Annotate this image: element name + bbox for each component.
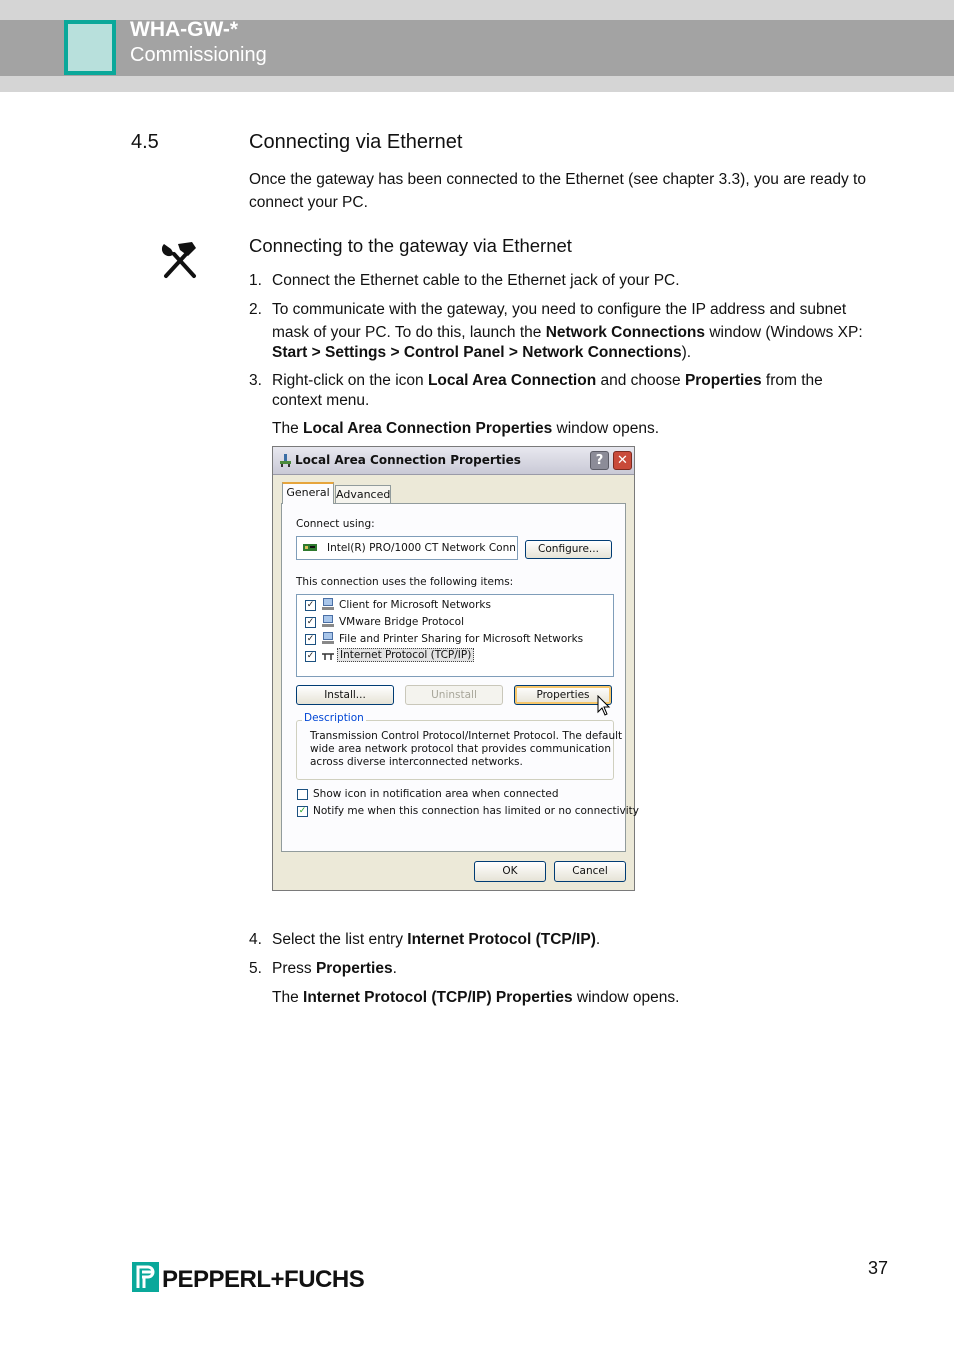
page-number: 37 — [868, 1258, 889, 1278]
step-text: mask of your PC. To do this, launch the — [272, 324, 546, 341]
notify-checkbox[interactable]: ✓ — [298, 806, 307, 816]
ok-button[interactable]: OK — [474, 861, 546, 882]
description-line-1: Transmission Control Protocol/Internet Protocol. The default — [310, 730, 623, 742]
computer-icon — [321, 615, 335, 628]
description-title: Description — [304, 712, 364, 724]
section-title: Connecting via Ethernet — [249, 131, 463, 153]
header-title: WHA-GW-* — [130, 18, 239, 41]
items-label: This connection uses the following items: — [296, 576, 514, 588]
general-tab-panel — [281, 503, 639, 852]
intro-line-1: Once the gateway has been connected to the Ethernet (see chapter 3.3), you are ready to — [249, 171, 866, 188]
adapter-name: Intel(R) PRO/1000 CT Network Conn — [327, 542, 516, 554]
step-bold: Properties — [315, 960, 393, 977]
list-item — [249, 271, 889, 291]
list-item — [249, 959, 889, 1009]
item-client[interactable]: Client for Microsoft Networks — [339, 599, 491, 611]
list-item — [249, 930, 889, 950]
section-number: 4.5 — [131, 131, 159, 153]
step-bold: > — [504, 344, 523, 361]
checkbox-file-sharing[interactable]: ✓ — [306, 634, 315, 644]
step-text: The — [272, 420, 304, 437]
pepperl-fuchs-logo — [132, 1262, 365, 1296]
description-line-2: wide area network protocol that provides communication — [310, 743, 611, 755]
step-bold: > — [307, 344, 325, 361]
step-bold: > — [386, 344, 404, 361]
header-logo-inner — [68, 24, 112, 71]
list-item — [249, 371, 889, 441]
install-button[interactable]: Install... — [296, 685, 394, 705]
step-bold: Internet Protocol (TCP/IP) Properties — [303, 989, 573, 1006]
step-number: 5. — [249, 960, 262, 977]
step-text: . — [595, 931, 601, 948]
step-number: 2. — [249, 301, 262, 318]
step-text: from the — [761, 372, 823, 389]
list-item — [249, 300, 889, 362]
header-subtitle: Commissioning — [130, 44, 267, 66]
step-number: 1. — [249, 272, 262, 289]
step-bold: Local Area Connection Properties — [303, 420, 553, 437]
tools-icon — [158, 238, 202, 282]
tab-general[interactable]: General — [282, 482, 334, 504]
properties-button[interactable]: Properties — [514, 685, 612, 705]
cancel-button[interactable]: Cancel — [554, 861, 626, 882]
step-text: window (Windows XP: — [705, 324, 863, 341]
step-text: window opens. — [552, 420, 660, 437]
mouse-cursor-icon — [597, 695, 611, 717]
step-text: context menu. — [272, 392, 370, 409]
connect-using-label: Connect using: — [296, 518, 375, 530]
close-button[interactable]: ✕ — [613, 451, 632, 470]
step-number: 4. — [249, 931, 262, 948]
brand-name: PEPPERL+FUCHS — [162, 1266, 365, 1293]
computer-icon — [321, 632, 335, 645]
step-text: To communicate with the gateway, you need to configure the IP address and subnet — [272, 301, 847, 318]
step-text: The — [272, 989, 304, 1006]
configure-button[interactable]: Configure... — [525, 540, 612, 559]
step-bold: Properties — [684, 372, 762, 389]
network-adapter-icon — [303, 541, 317, 554]
step-bold: Network Connections — [522, 344, 682, 361]
step-bold: Local Area Connection — [427, 372, 597, 389]
show-icon-checkbox[interactable] — [297, 789, 308, 800]
checkbox-vmware[interactable]: ✓ — [306, 617, 315, 627]
tab-advanced[interactable]: Advanced — [335, 485, 391, 504]
checkbox-client[interactable]: ✓ — [306, 600, 315, 610]
step-text: . — [392, 960, 397, 977]
step-text: window opens. — [572, 989, 680, 1006]
dialog-title-bar — [273, 447, 634, 475]
show-icon-label[interactable]: Show icon in notification area when connected — [313, 788, 559, 800]
intro-line-2: connect your PC. — [249, 194, 368, 211]
item-vmware[interactable]: VMware Bridge Protocol — [339, 616, 465, 628]
subheading: Connecting to the gateway via Ethernet — [249, 235, 572, 256]
step-text: and choose — [596, 372, 685, 389]
protocol-icon — [321, 650, 335, 663]
step-text: ). — [681, 344, 692, 361]
item-tcpip[interactable]: Internet Protocol (TCP/IP) — [337, 648, 474, 662]
dialog-title: Local Area Connection Properties — [295, 453, 521, 467]
step-text: Connect the Ethernet cable to the Ethernet jack of your PC. — [272, 272, 680, 289]
step-number: 3. — [249, 372, 262, 389]
adapter-field — [296, 536, 518, 560]
item-file-sharing[interactable]: File and Printer Sharing for Microsoft Networks — [339, 633, 584, 645]
help-button[interactable]: ? — [590, 451, 609, 470]
step-bold: Control Panel — [403, 344, 505, 361]
step-bold: Network Connections — [545, 324, 706, 341]
pf-logo-icon — [132, 1262, 159, 1292]
description-line-3: across diverse interconnected networks. — [310, 756, 523, 768]
step-bold: Start — [272, 344, 308, 361]
checkbox-tcpip[interactable]: ✓ — [306, 651, 315, 661]
step-text: Press — [272, 960, 316, 977]
step-text: Select the list entry — [272, 931, 408, 948]
step-text: Right-click on the icon — [272, 372, 428, 389]
items-list[interactable] — [296, 594, 614, 677]
computer-icon — [321, 598, 335, 611]
notify-label[interactable]: Notify me when this connection has limited or no connectivity — [313, 805, 639, 817]
step-bold: Settings — [325, 344, 387, 361]
uninstall-button[interactable]: Uninstall — [405, 685, 503, 705]
network-connection-icon — [279, 454, 292, 467]
step-bold: Internet Protocol (TCP/IP) — [407, 931, 596, 948]
local-area-connection-properties-dialog — [272, 446, 639, 891]
